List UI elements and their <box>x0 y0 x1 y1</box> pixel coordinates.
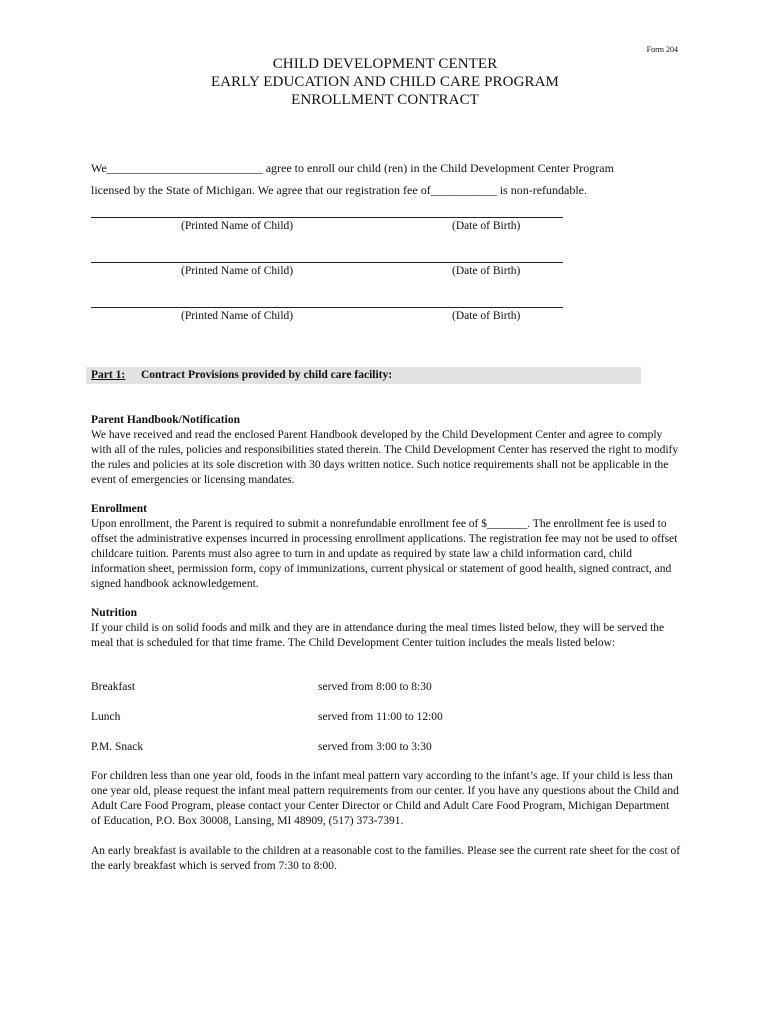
meal-name: Breakfast <box>91 681 136 693</box>
nutrition-section <box>91 606 681 651</box>
child-3-dob-caption: (Date of Birth) <box>452 310 521 322</box>
handbook-heading: Parent Handbook/Notification <box>91 414 240 426</box>
child-2-dob-caption: (Date of Birth) <box>452 265 521 277</box>
part-1-title: Contract Provisions provided by child care facility: <box>141 369 393 381</box>
meal-name: P.M. Snack <box>91 741 144 753</box>
intro-line-2: licensed by the State of Michigan. We agree that our registration fee of___________ is non-refundable. <box>91 183 587 197</box>
infant-meal-section <box>91 769 681 829</box>
part-1-label: Part 1: <box>91 369 126 381</box>
meal-name: Lunch <box>91 711 121 723</box>
part-1-header <box>86 367 641 384</box>
child-3-signature-line[interactable] <box>91 307 563 308</box>
infant-meal-paragraph: For children less than one year old, foods in the infant meal pattern vary according to the infant’s age. If your child is less than one year old, please request the infant meal pattern requirements from our center. If you have any questions about the Child and Adult Care Food Program, please contact your Center Director or Child and Adult Care Food Program, Michigan Department of Education, P.O. Box 30008, Lansing, MI 48909, (517) 373-7391. <box>91 770 679 827</box>
handbook-section <box>91 413 681 488</box>
nutrition-body: If your child is on solid foods and milk and they are in attendance during the meal times listed below, they will be served the meal that is scheduled for that time frame. The Child Development Center tuition includes the meals listed below: <box>91 622 665 649</box>
enrollment-body: Upon enrollment, the Parent is required to submit a nonrefundable enrollment fee of $_______. The enrollment fee is used to offset the administrative expenses incurred in processing enrollment applications. The registration fee may not be used to offset childcare tuition. Parents must also agree to turn in and update as required by state law a child information card, child information sheet, permission form, copy of immunizations, current physical or statement of good health, signed contract, and signed handbook acknowledgement. <box>91 518 678 590</box>
form-number: Form 204 <box>646 45 678 54</box>
intro-line-1: We__________________________ agree to enroll our child (ren) in the Child Development Center Program <box>91 161 614 175</box>
child-1-signature-line[interactable] <box>91 217 563 218</box>
child-1-name-caption: (Printed Name of Child) <box>181 220 294 232</box>
early-breakfast-section <box>91 844 681 874</box>
meal-time: served from 3:00 to 3:30 <box>318 741 432 753</box>
child-2-name-caption: (Printed Name of Child) <box>181 265 294 277</box>
enrollment-heading: Enrollment <box>91 503 148 515</box>
nutrition-heading: Nutrition <box>91 607 137 619</box>
child-1-dob-caption: (Date of Birth) <box>452 220 521 232</box>
meal-time: served from 11:00 to 12:00 <box>318 711 443 723</box>
child-3-name-caption: (Printed Name of Child) <box>181 310 294 322</box>
title-program-name: EARLY EDUCATION AND CHILD CARE PROGRAM <box>210 74 559 90</box>
handbook-body: We have received and read the enclosed Parent Handbook developed by the Child Development Center and agree to comply with all of the rules, policies and responsibilities stated therein. The Child Development Center has reserved the right to modify the rules and policies at its sole discretion with 30 days written notice. Such notice requirements shall not be applicable in the event of emergencies or licensing mandates. <box>91 429 679 486</box>
child-2-signature-line[interactable] <box>91 262 563 263</box>
title-contract: ENROLLMENT CONTRACT <box>291 92 479 108</box>
enrollment-section <box>91 502 681 592</box>
meal-time: served from 8:00 to 8:30 <box>318 681 432 693</box>
title-center-name: CHILD DEVELOPMENT CENTER <box>272 56 498 72</box>
early-breakfast-paragraph: An early breakfast is available to the children at a reasonable cost to the families. Please see the current rate sheet for the cost of the early breakfast which is served from 7:30 to 8:00. <box>91 845 681 872</box>
